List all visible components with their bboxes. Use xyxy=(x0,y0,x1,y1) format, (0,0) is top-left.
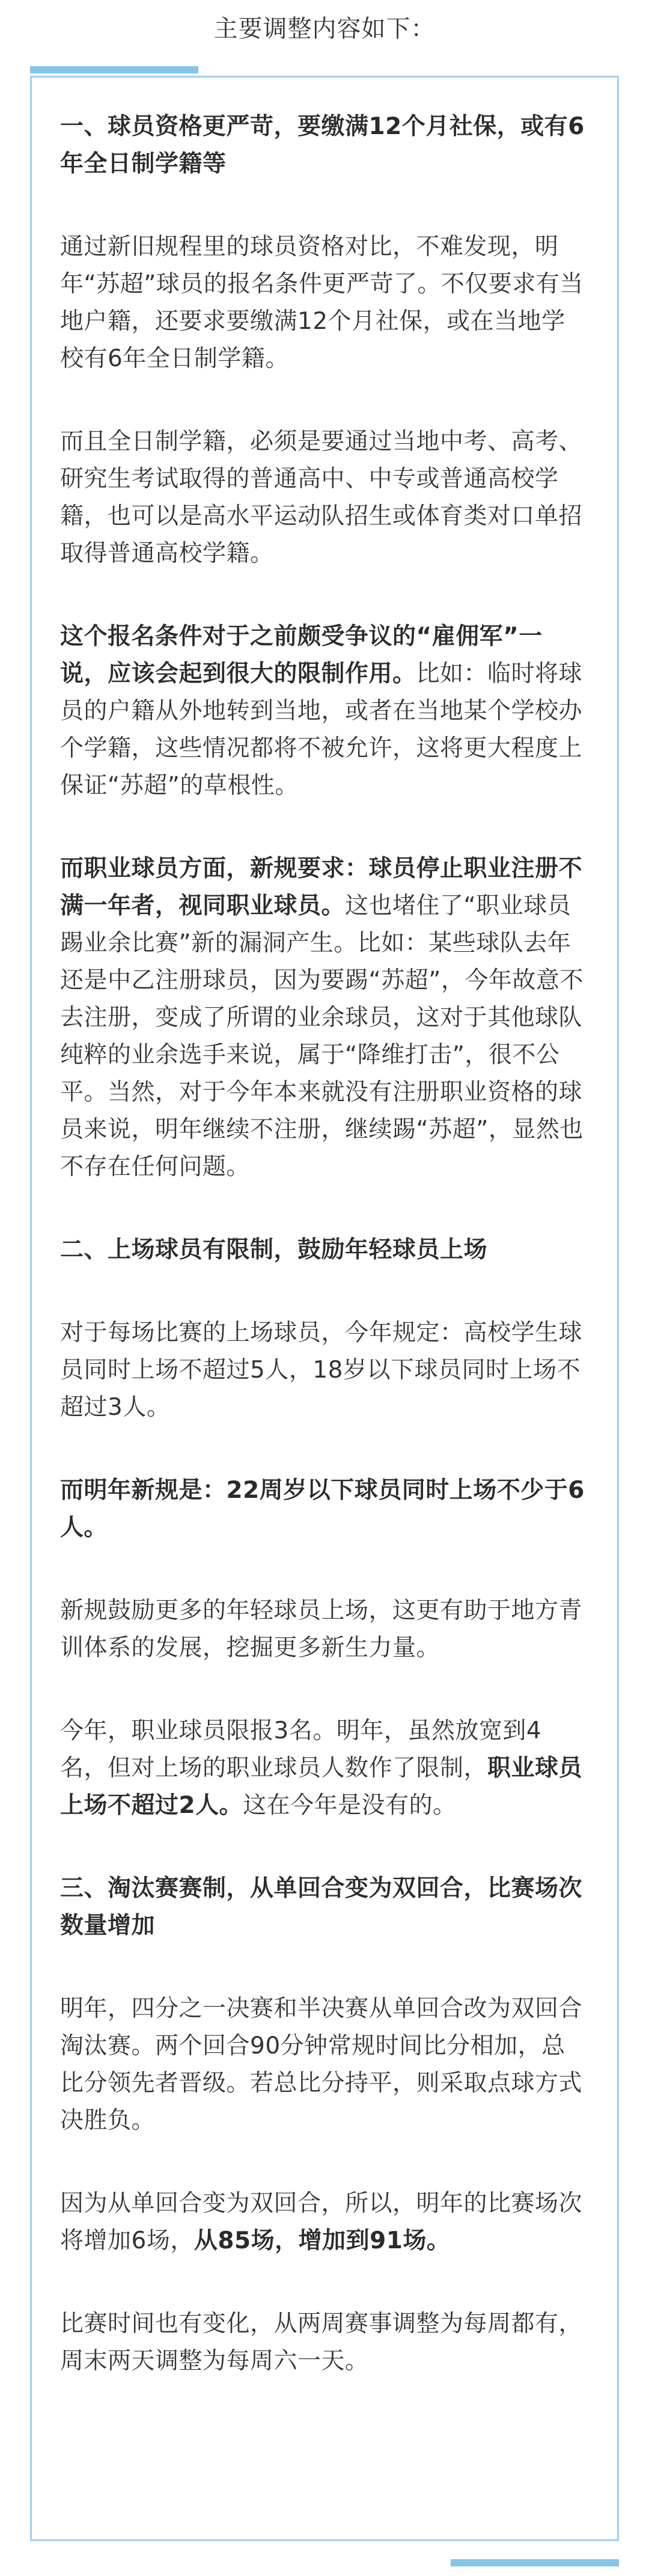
body-text: 这也堵住了“职业球员踢业余比赛”新的漏洞产生。比如：某些球队去年还是中乙注册球员，因为要踢“苏超”，今年故意不去注册，变成了所谓的业余球员，这对于其他球队纯粹的业余选手来说，属于“降维打击”，很不公平。当然，对于今年本来就没有注册职业资格的球员来说，明年继续不注册，继续踢“苏超”，显然也不存在任何问题。 xyxy=(60,892,583,1180)
bottom-accent-bar xyxy=(451,2559,619,2566)
section-3-title: 三、淘汰赛赛制，从单回合变为双回合，比赛场次数量增加 xyxy=(60,1875,583,1939)
body-text: 今年，职业球员限报3名。明年，虽然放宽到4名，但对上场的职业球员人数作了限制， xyxy=(60,1717,542,1782)
article-body xyxy=(60,108,589,2426)
section-2-paragraph-3: 新规鼓励更多的年轻球员上场，这更有助于地方青训体系的发展，挖掘更多新生力量。 xyxy=(60,1597,583,1661)
body-text: 因为从单回合变为双回合，所以，明年的比赛场次将增加6场， xyxy=(60,2190,583,2254)
emphasis-text: 这个报名条件对于之前颇受争议的“雇佣军”一说，应该会起到很大的限制作用。 xyxy=(60,623,543,687)
section-3-paragraph-1: 明年，四分之一决赛和半决赛从单回合改为双回合淘汰赛。两个回合90分钟常规时间比分相加，总比分领先者晋级。若总比分持平，则采取点球方式决胜负。 xyxy=(60,1995,583,2134)
section-3-paragraph-3: 比赛时间也有变化，从两周赛事调整为每周都有，周末两天调整为每周六一天。 xyxy=(60,2310,583,2375)
body-text: 这在今年是没有的。 xyxy=(243,1792,457,1819)
section-2-paragraph-2: 而明年新规是：22周岁以下球员同时上场不少于6人。 xyxy=(60,1477,585,1541)
section-3-paragraph-2 xyxy=(60,2185,589,2260)
emphasis-text: 而职业球员方面，新规要求：球员停止职业注册不满一年者，视同职业球员。 xyxy=(60,855,583,919)
section-2-paragraph-1: 对于每场比赛的上场球员，今年规定：高校学生球员同时上场不超过5人，18岁以下球员同时上场不超过3人。 xyxy=(60,1319,583,1421)
page-heading: 主要调整内容如下： xyxy=(213,15,436,43)
emphasis-text: 从85场，增加到91场。 xyxy=(193,2227,451,2254)
emphasis-text: 职业球员上场不超过2人。 xyxy=(60,1755,583,1819)
section-1-paragraph-1: 通过新旧规程里的球员资格对比，不难发现，明年“苏超”球员的报名条件更严苛了。不仅要求有当地户籍，还要求要缴满12个月社保，或在当地学校有6年全日制学籍。 xyxy=(60,233,583,372)
section-1-title: 一、球员资格更严苛，要缴满12个月社保，或有6年全日制学籍等 xyxy=(60,113,585,177)
section-2-title: 二、上场球员有限制，鼓励年轻球员上场 xyxy=(60,1236,488,1263)
body-text: 比如：临时将球员的户籍从外地转到当地，或者在当地某个学校办个学籍，这些情况都将不被允许，这将更大程度上保证“苏超”的草根性。 xyxy=(60,660,583,799)
section-2-paragraph-4 xyxy=(60,1713,589,1824)
top-accent-bar xyxy=(30,66,198,73)
section-1-paragraph-4 xyxy=(60,850,589,1186)
section-1-paragraph-2: 而且全日制学籍，必须是要通过当地中考、高考、研究生考试取得的普通高中、中专或普通高校学籍，也可以是高水平运动队招生或体育类对口单招取得普通高校学籍。 xyxy=(60,428,583,567)
section-1-paragraph-3 xyxy=(60,618,589,805)
